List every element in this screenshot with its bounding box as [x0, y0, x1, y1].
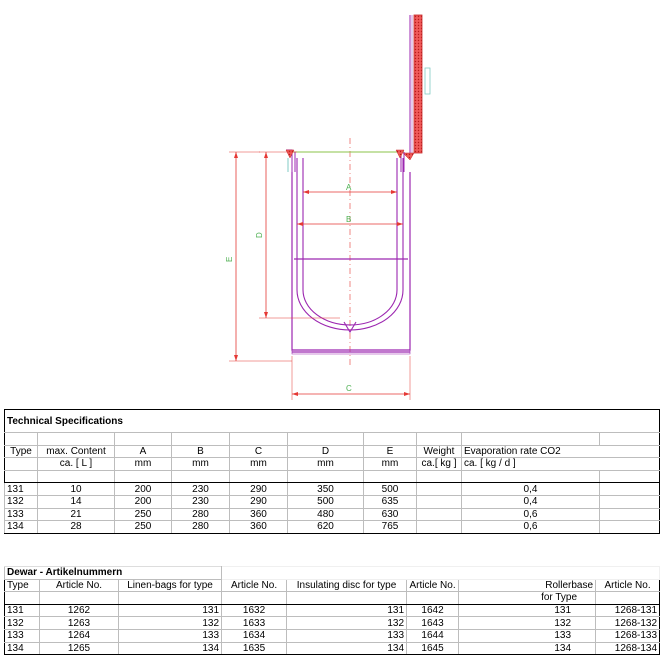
dimension-b-label: B [346, 215, 352, 224]
articles-header-disc-article: Article No. [407, 579, 459, 592]
dimension-a-label: A [346, 183, 352, 192]
spec-title-row [5, 410, 660, 433]
dewar-neck [286, 150, 404, 172]
spec-header-c: C [230, 445, 288, 458]
spec-header-e: E [364, 445, 417, 458]
spec-header-content: max. Content [38, 445, 115, 458]
dimension-c [292, 356, 410, 400]
spec-unit-content: ca. [ L ] [38, 458, 115, 471]
lid-open [403, 15, 430, 160]
articles-header-row-1 [5, 579, 660, 592]
article-numbers-table [4, 566, 660, 655]
spec-title: Technical Specifications [5, 410, 660, 433]
articles-header-type: Type [5, 579, 40, 592]
articles-header-insulating-disc: Insulating disc for type [287, 579, 407, 592]
articles-title-row [5, 567, 660, 580]
articles-header-for-type: for Type [459, 592, 596, 605]
dimension-a [303, 183, 397, 194]
spec-header-weight: Weight [417, 445, 462, 458]
table-row: 131 1262 131 1632 131 1642 131 1268-131 [5, 604, 660, 617]
table-row: 134 28 250 280 360 620 765 0,6 [5, 521, 660, 534]
outer-housing [292, 172, 410, 354]
spec-spacer-row [5, 470, 660, 483]
spec-header-d: D [288, 445, 364, 458]
spec-unit-weight: ca.[ kg ] [417, 458, 462, 471]
dimension-e-label: E [225, 256, 234, 262]
articles-header-roller-article: Article No. [596, 579, 660, 592]
table-row: 133 1264 133 1634 133 1644 133 1268-133 [5, 629, 660, 642]
table-row: 132 1263 132 1633 132 1643 132 1268-132 [5, 617, 660, 630]
spec-header-evaporation: Evaporation rate CO2 [462, 445, 660, 458]
spec-blank-row [5, 433, 660, 446]
dimension-e [225, 152, 292, 361]
dimension-d-label: D [255, 232, 264, 238]
spec-unit-a: mm [115, 458, 172, 471]
table-row: 132 14 200 230 290 500 635 0,4 [5, 495, 660, 508]
table-row: 133 21 250 280 360 480 630 0,6 [5, 508, 660, 521]
table-row: 134 1265 134 1635 134 1645 134 1268-134 [5, 642, 660, 655]
table-row: 131 10 200 230 290 350 500 0,4 [5, 483, 660, 496]
spec-unit-evaporation: ca. [ kg / d ] [462, 458, 660, 471]
spec-header-row-1 [5, 445, 660, 458]
spec-header-row-2 [5, 458, 660, 471]
spec-unit-e: mm [364, 458, 417, 471]
articles-header-article-no: Article No. [40, 579, 119, 592]
spec-header-type: Type [5, 445, 38, 458]
spec-unit-c: mm [230, 458, 288, 471]
articles-header-linen-bags: Linen-bags for type [119, 579, 222, 592]
dimension-c-label: C [346, 384, 352, 393]
spec-unit-d: mm [288, 458, 364, 471]
technical-specifications-table [4, 409, 660, 534]
spec-header-a: A [115, 445, 172, 458]
articles-header-rollerbase: Rollerbase [459, 579, 596, 592]
spec-header-b: B [172, 445, 230, 458]
dimension-b [297, 215, 403, 226]
articles-header-linen-article: Article No. [222, 579, 287, 592]
articles-header-row-2 [5, 592, 660, 605]
spec-unit-b: mm [172, 458, 230, 471]
articles-title: Dewar - Artikelnummern [5, 567, 222, 580]
